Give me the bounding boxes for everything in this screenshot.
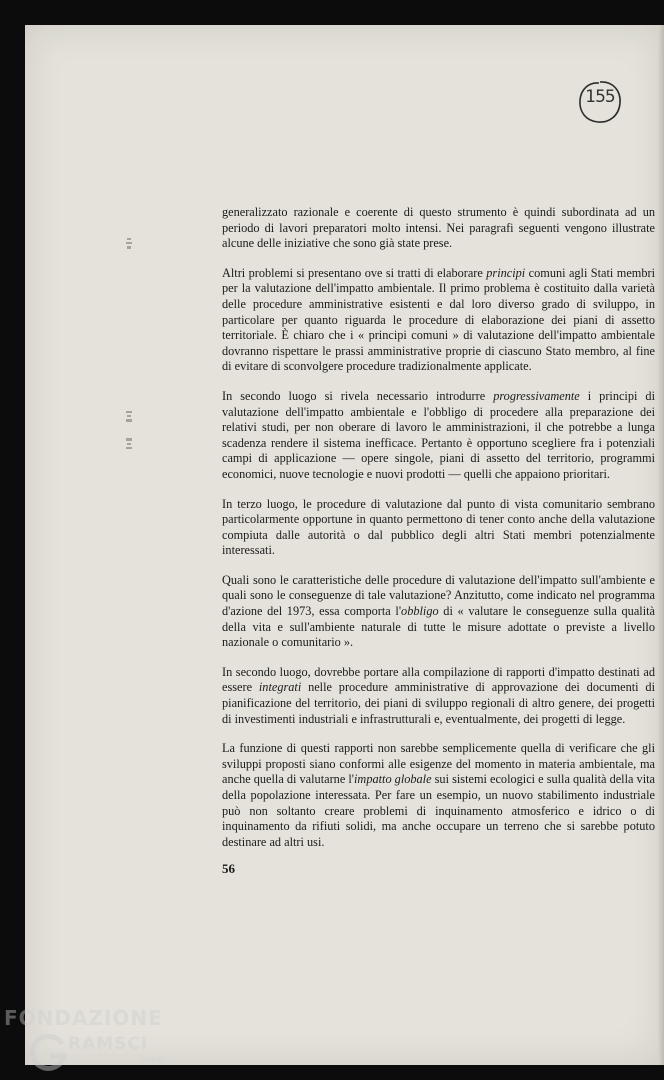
- margin-mark: [125, 437, 135, 451]
- paragraph: [222, 266, 655, 375]
- paragraph: [222, 573, 655, 651]
- paragraph-text: nelle procedure amministrative di approvazione dei documenti di pianificazione del territorio, dei piani di sviluppo regionali di altro genere, dei progetti di investimenti industriali e infrastrutturali e, eventualmente, dei progetti di legge.: [222, 680, 655, 726]
- paragraph-text: In secondo luogo si rivela necessario introdurre: [222, 388, 494, 403]
- paragraph-text: sui sistemi ecologici e sulla qualità della vita della popolazione interessata. Per fare un esempio, un nuovo stabilimento industriale può non soltanto creare problemi di inquinamento atmosferico e idrico o di inquinamento da rifiuti solidi, ma anche occupare un terreno che si sarebbe potuto destinare ad altri usi.: [222, 772, 655, 849]
- italic-text: integrati: [258, 680, 302, 695]
- watermark-suffix: onlus: [140, 1056, 165, 1066]
- margin-mark: [125, 237, 135, 251]
- watermark-line2: RAMSCI: [68, 1034, 149, 1054]
- paragraph: [222, 205, 655, 252]
- gramsci-g-logo-icon: [28, 1032, 68, 1072]
- body-text: [222, 205, 655, 864]
- stamp-number: 155: [585, 87, 615, 107]
- paragraph: [222, 741, 655, 850]
- paragraph-text: comuni agli Stati membri per la valutazione dell'impatto ambientale. Il primo problema è costituito dalla varietà delle procedure amministrative esistenti e dal loro diverso grado di sviluppo, in particolare per quanto riguarda le procedure di elaborazione dei piani di assetto territoriale. È chiaro che i « principi comuni » di valutazione dell'impatto ambientale dovranno rispettare le prassi amministrative proprie di ciascuno Stato membro, al fine di evitare di sconvolgere procedure tradizionalmente applicate.: [222, 265, 656, 374]
- paragraph-text: Altri problemi si presentano ove si tratti di elaborare: [222, 265, 487, 280]
- page-number: 56: [222, 861, 235, 876]
- italic-text: impatto globale: [354, 772, 432, 787]
- paragraph-text: i principi di valutazione dell'impatto ambientale e l'obbligo di procedere alla preparazione dei relativi studi, per non oberare di lavoro le amministrazioni, il che potrebbe a lunga scadenza rendere il sistema inefficace. Pertanto è opportuno scegliere fra i potenziali campi di applicazione — opere singole, piani di assetto del territorio, programmi economici, nuove tecnologie e nuovi prodotti — quelli che appaiono prioritari.: [222, 388, 655, 481]
- paragraph-text: generalizzato razionale e coerente di questo strumento è quindi subordinata ad un periodo di lavori preparatori molto intensi. Nei paragrafi seguenti vengono illustrate alcune delle iniziative che sono già state prese.: [222, 205, 655, 251]
- handwritten-archive-number: [577, 79, 623, 125]
- italic-text: progressivamente: [493, 388, 580, 403]
- paragraph: [222, 497, 655, 559]
- paragraph-text: La funzione di questi rapporti non sarebbe semplicemente quella di verificare che gli sviluppi proposti siano conformi alle esigenze del momento in materia ambientale, ma anche quella di valutarne l': [222, 741, 655, 787]
- paragraph-text: di « valutare le conseguenze sulla qualità della vita e sull'ambiente naturale di tutte le misure adottate o previste a livello nazionale o comunitario ».: [222, 604, 655, 650]
- paragraph-text: Quali sono le caratteristiche delle procedure di valutazione dell'impatto sull'ambiente e quali sono le conseguenze di tale valutazione? Anzitutto, come indicato nel programma d'azione del 1973, essa comporta l': [222, 572, 655, 619]
- paragraph: [222, 389, 655, 483]
- italic-text: obbligo: [401, 604, 439, 619]
- paragraph-text: In terzo luogo, le procedure di valutazione dal punto di vista comunitario sembrano particolarmente opportune in quanto permettono di tener conto anche della valutazione compiuta dalle autorità o dal pubblico degli altri Stati membri potenzialmente interessati.: [222, 496, 655, 558]
- paragraph-text: In secondo luogo, dovrebbe portare alla compilazione di rapporti d'impatto destinati ad essere: [222, 664, 655, 695]
- paragraph: [222, 665, 655, 727]
- fondazione-gramsci-watermark: [4, 1006, 174, 1076]
- book-page: [25, 25, 664, 1065]
- page-edge: [658, 25, 664, 1065]
- margin-mark: [125, 410, 135, 424]
- italic-text: principi: [486, 265, 526, 280]
- watermark-line1: FONDAZIONE: [4, 1006, 163, 1030]
